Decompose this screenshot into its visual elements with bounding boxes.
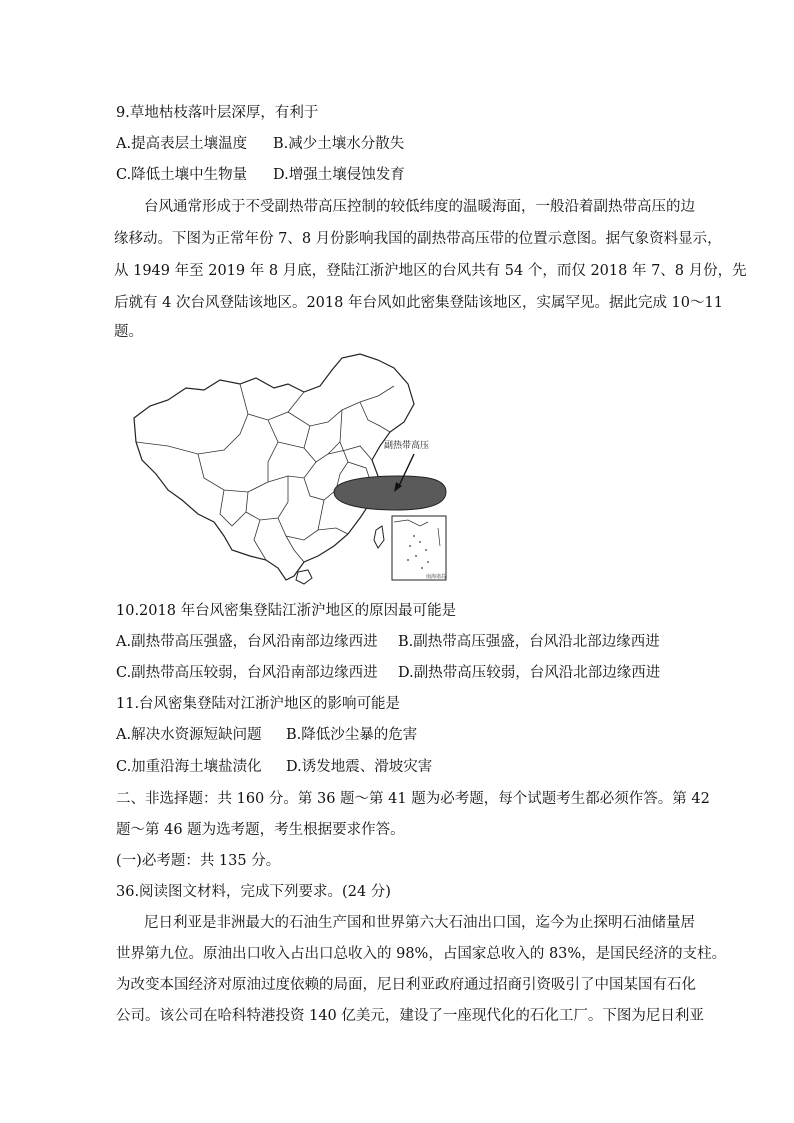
q11-option-b: B.降低沙尘暴的危害 (286, 727, 418, 743)
q9-option-a: A.提高表层土壤温度 (116, 136, 248, 152)
q9-stem: 9.草地枯枝落叶层深厚，有利于 (116, 105, 319, 121)
hainan-island (296, 570, 312, 584)
inset-caption: 南海诸岛 (426, 574, 447, 580)
required-heading: (一)必考题：共 135 分。 (116, 853, 281, 869)
china-map-svg (128, 350, 450, 586)
q10-option-c: C.副热带高压较弱，台风沿南部边缘西进 (116, 665, 378, 681)
q10-stem: 10.2018 年台风密集登陆江浙沪地区的原因最可能是 (116, 603, 457, 619)
q36-line-3: 为改变本国经济对原油过度依赖的局面，尼日利亚政府通过招商引资吸引了中国某国有石化 (116, 977, 696, 993)
section2-line-2: 题～第 46 题为选考题，考生根据要求作答。 (116, 822, 405, 838)
china-outline (134, 354, 414, 580)
passage-line-1: 台风通常形成于不受副热带高压控制的较低纬度的温暖海面，一般沿着副热带高压的边 (144, 199, 695, 215)
q36-line-1: 尼日利亚是非洲最大的石油生产国和世界第六大石油出口国，迄今为止探明石油储量居 (144, 915, 695, 931)
q36-line-2: 世界第九位。原油出口收入占出口总收入的 98%，占国家总收入的 83%，是国民经济的支柱。 (116, 946, 727, 962)
taiwan-island (374, 526, 384, 548)
passage-line-5: 题。 (114, 324, 143, 340)
q9-option-b: B.减少土壤水分散失 (273, 136, 405, 152)
q9-option-c: C.降低土壤中生物量 (116, 167, 248, 183)
q11-option-c: C.加重沿海土壤盐渍化 (116, 759, 262, 775)
q10-option-d: D.副热带高压较弱，台风沿北部边缘西进 (398, 665, 661, 681)
passage-line-4: 后就有 4 次台风登陆该地区。2018 年台风如此密集登陆该地区，实属罕见。据此完成 10～11 (114, 295, 723, 311)
q11-option-a: A.解决水资源短缺问题 (116, 727, 262, 743)
q9-option-d: D.增强土壤侵蚀发育 (273, 167, 405, 183)
map-label: 副热带高压 (384, 441, 430, 451)
section2-line-1: 二、非选择题：共 160 分。第 36 题～第 41 题为必考题，每个试题考生都必须作答。第 42 (116, 791, 710, 807)
q11-option-d: D.诱发地震、滑坡灾害 (286, 759, 433, 775)
passage-line-3: 从 1949 年至 2019 年 8 月底，登陆江浙沪地区的台风共有 54 个，而仅 2018 年 7、8 月份，先 (114, 263, 747, 279)
china-map-figure (128, 350, 450, 586)
q11-stem: 11.台风密集登陆对江浙沪地区的影响可能是 (116, 696, 401, 712)
q10-option-b: B.副热带高压强盛，台风沿北部边缘西进 (398, 634, 660, 650)
passage-line-2: 缘移动。下图为正常年份 7、8 月份影响我国的副热带高压带的位置示意图。据气象资料显示， (114, 231, 722, 247)
q36-line-4: 公司。该公司在哈科特港投资 140 亿美元，建设了一座现代化的石化工厂。下图为尼日利亚 (116, 1008, 704, 1024)
subtropical-high-band (334, 476, 446, 510)
q10-option-a: A.副热带高压强盛，台风沿南部边缘西进 (116, 634, 378, 650)
q36-stem: 36.阅读图文材料，完成下列要求。(24 分) (116, 884, 391, 900)
